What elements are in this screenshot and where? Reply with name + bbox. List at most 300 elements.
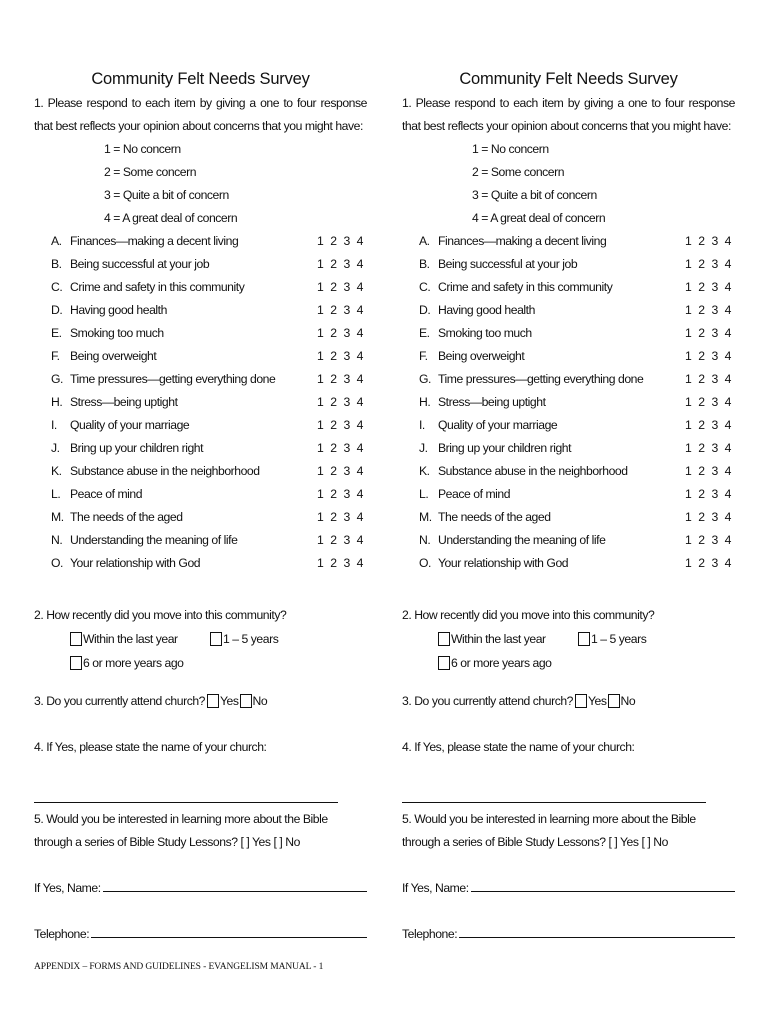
- concern-item-row: [34, 460, 367, 483]
- item-letter: D.: [51, 303, 63, 317]
- rating-number[interactable]: 1: [317, 234, 324, 248]
- checkbox-no[interactable]: [240, 694, 252, 708]
- rating-number[interactable]: 3: [711, 280, 718, 294]
- question-1-text: 1. Please respond to each item by giving a one to four response that best reflects your opinion about concerns that you might have:: [34, 96, 367, 133]
- concern-item-row: [402, 368, 735, 391]
- question-3-text: 3. Do you currently attend church?: [34, 694, 205, 708]
- rating-number[interactable]: 2: [698, 441, 705, 455]
- rating-number[interactable]: 3: [711, 464, 718, 478]
- rating-number[interactable]: 4: [356, 349, 363, 363]
- church-name-line[interactable]: [402, 802, 706, 803]
- concern-item-row: [34, 391, 367, 414]
- item-label: Peace of mind: [70, 487, 143, 501]
- rating-number[interactable]: 2: [698, 349, 705, 363]
- item-letter: J.: [419, 441, 428, 455]
- rating-number[interactable]: 1: [685, 441, 692, 455]
- rating-number[interactable]: 1: [317, 418, 324, 432]
- item-letter: L.: [419, 487, 429, 501]
- name-line[interactable]: [103, 878, 367, 892]
- item-letter: H.: [51, 395, 63, 409]
- survey-title: Community Felt Needs Survey: [459, 70, 678, 88]
- rating-options: [685, 391, 735, 414]
- rating-number[interactable]: 2: [698, 533, 705, 547]
- rating-number[interactable]: 3: [343, 349, 350, 363]
- rating-number[interactable]: 3: [343, 441, 350, 455]
- rating-number[interactable]: 4: [724, 234, 731, 248]
- rating-options: [317, 552, 367, 575]
- rating-options: [317, 460, 367, 483]
- checkbox-yes[interactable]: [207, 694, 219, 708]
- concern-item-row: [402, 253, 735, 276]
- rating-options: [685, 253, 735, 276]
- church-name-line[interactable]: [34, 802, 338, 803]
- rating-number[interactable]: 2: [330, 510, 337, 524]
- item-letter: L.: [51, 487, 61, 501]
- rating-number[interactable]: 1: [317, 556, 324, 570]
- item-letter: E.: [419, 326, 430, 340]
- rating-number[interactable]: 4: [356, 326, 363, 340]
- rating-number[interactable]: 3: [711, 303, 718, 317]
- option-within-last-year[interactable]: Within the last year: [70, 627, 178, 651]
- option-yes-label: Yes: [588, 694, 607, 708]
- option-1-5-years[interactable]: 1 – 5 years: [210, 627, 278, 651]
- rating-number[interactable]: 1: [685, 326, 692, 340]
- rating-number[interactable]: 3: [343, 326, 350, 340]
- item-label: Crime and safety in this community: [438, 280, 613, 294]
- item-label: Peace of mind: [438, 487, 511, 501]
- rating-number[interactable]: 2: [698, 464, 705, 478]
- rating-number[interactable]: 3: [711, 234, 718, 248]
- option-6-or-more-years[interactable]: 6 or more years ago: [438, 651, 552, 675]
- concern-item-row: [402, 322, 735, 345]
- item-letter: A.: [51, 234, 62, 248]
- option-within-last-year[interactable]: Within the last year: [438, 627, 546, 651]
- rating-options: [685, 230, 735, 253]
- rating-number[interactable]: 1: [685, 303, 692, 317]
- concern-item-row: [34, 437, 367, 460]
- item-letter: E.: [51, 326, 62, 340]
- rating-options: [685, 299, 735, 322]
- item-label: Finances—making a decent living: [438, 234, 607, 248]
- telephone-line[interactable]: [459, 924, 735, 938]
- name-field[interactable]: [34, 878, 367, 895]
- item-letter: O.: [51, 556, 63, 570]
- rating-number[interactable]: 2: [330, 349, 337, 363]
- checkbox[interactable]: [70, 632, 82, 646]
- item-label: Stress—being uptight: [438, 395, 546, 409]
- rating-number[interactable]: 4: [356, 395, 363, 409]
- telephone-field[interactable]: [34, 924, 367, 941]
- item-label: The needs of the aged: [70, 510, 183, 524]
- item-label: Time pressures—getting everything done: [438, 372, 644, 386]
- rating-number[interactable]: 1: [685, 234, 692, 248]
- concern-item-row: [34, 299, 367, 322]
- rating-options: [317, 345, 367, 368]
- item-label: Bring up your children right: [70, 441, 204, 455]
- rating-number[interactable]: 4: [724, 303, 731, 317]
- item-label: Substance abuse in the neighborhood: [438, 464, 628, 478]
- concern-item-row: [34, 506, 367, 529]
- item-letter: A.: [419, 234, 430, 248]
- rating-options: [317, 230, 367, 253]
- rating-number[interactable]: 2: [698, 418, 705, 432]
- question-2: [402, 604, 735, 675]
- question-2-text: 2. How recently did you move into this community?: [402, 608, 655, 622]
- concern-item-row: [402, 552, 735, 575]
- rating-number[interactable]: 4: [356, 533, 363, 547]
- question-4-text: 4. If Yes, please state the name of your church:: [402, 740, 635, 754]
- telephone-field[interactable]: [402, 924, 735, 941]
- rating-number[interactable]: 4: [356, 510, 363, 524]
- rating-number[interactable]: 3: [711, 349, 718, 363]
- concern-item-row: [34, 483, 367, 506]
- item-label: Quality of your marriage: [438, 418, 558, 432]
- rating-number[interactable]: 4: [724, 372, 731, 386]
- rating-number[interactable]: 4: [356, 257, 363, 271]
- rating-number[interactable]: 3: [711, 418, 718, 432]
- rating-scale-legend: [34, 138, 367, 230]
- rating-number[interactable]: 4: [356, 418, 363, 432]
- rating-number[interactable]: 3: [711, 533, 718, 547]
- telephone-label: Telephone:: [402, 927, 458, 941]
- rating-number[interactable]: 1: [685, 372, 692, 386]
- name-line[interactable]: [471, 878, 735, 892]
- rating-number[interactable]: 4: [724, 464, 731, 478]
- rating-number[interactable]: 2: [698, 510, 705, 524]
- rating-number[interactable]: 1: [317, 303, 324, 317]
- concern-item-row: [402, 414, 735, 437]
- rating-options: [317, 391, 367, 414]
- rating-number[interactable]: 4: [356, 464, 363, 478]
- rating-number[interactable]: 1: [685, 556, 692, 570]
- item-label: Being successful at your job: [438, 257, 578, 271]
- name-field[interactable]: [402, 878, 735, 895]
- rating-options: [317, 368, 367, 391]
- checkbox-yes[interactable]: [575, 694, 587, 708]
- option-no-label: No: [252, 694, 268, 708]
- rating-number[interactable]: 2: [330, 464, 337, 478]
- rating-number[interactable]: 4: [724, 510, 731, 524]
- item-label: Bring up your children right: [438, 441, 572, 455]
- item-letter: N.: [419, 533, 431, 547]
- rating-number[interactable]: 3: [711, 395, 718, 409]
- rating-number[interactable]: 3: [343, 257, 350, 271]
- question-1-text: 1. Please respond to each item by giving a one to four response that best reflects your opinion about concerns that you might have:: [402, 96, 735, 133]
- rating-number[interactable]: 3: [711, 326, 718, 340]
- question-2: [34, 604, 367, 675]
- rating-number[interactable]: 2: [330, 556, 337, 570]
- rating-number[interactable]: 1: [685, 418, 692, 432]
- concern-item-row: [34, 253, 367, 276]
- rating-number[interactable]: 2: [698, 326, 705, 340]
- concern-item-row: [402, 460, 735, 483]
- rating-number[interactable]: 2: [330, 533, 337, 547]
- item-label: Substance abuse in the neighborhood: [70, 464, 260, 478]
- rating-number[interactable]: 4: [356, 303, 363, 317]
- question-5-text: 5. Would you be interested in learning more about the Bible through a series of Bible Study Lessons? [ ] Yes [ ] No: [34, 812, 328, 849]
- rating-number[interactable]: 1: [317, 257, 324, 271]
- concern-item-row: [34, 230, 367, 253]
- rating-number[interactable]: 4: [724, 533, 731, 547]
- survey-title: Community Felt Needs Survey: [91, 70, 310, 88]
- rating-number[interactable]: 2: [330, 395, 337, 409]
- name-label: If Yes, Name:: [402, 881, 469, 895]
- rating-number[interactable]: 3: [711, 372, 718, 386]
- checkbox[interactable]: [210, 632, 222, 646]
- checkbox[interactable]: [438, 632, 450, 646]
- concern-item-row: [402, 345, 735, 368]
- rating-number[interactable]: 1: [317, 395, 324, 409]
- rating-options: [685, 368, 735, 391]
- rating-number[interactable]: 2: [330, 257, 337, 271]
- rating-options: [317, 299, 367, 322]
- question-5-text: 5. Would you be interested in learning more about the Bible through a series of Bible Study Lessons? [ ] Yes [ ] No: [402, 812, 696, 849]
- rating-number[interactable]: 1: [685, 510, 692, 524]
- rating-options: [317, 414, 367, 437]
- question-3: [34, 694, 267, 708]
- concern-items-list: [402, 230, 735, 575]
- rating-number[interactable]: 1: [685, 533, 692, 547]
- concern-item-row: [402, 437, 735, 460]
- item-label: Quality of your marriage: [70, 418, 190, 432]
- telephone-line[interactable]: [91, 924, 367, 938]
- page-footer: APPENDIX – FORMS AND GUIDELINES - EVANGELISM MANUAL - 1: [34, 962, 324, 972]
- concern-item-row: [34, 368, 367, 391]
- rating-number[interactable]: 4: [724, 349, 731, 363]
- item-label: Smoking too much: [438, 326, 532, 340]
- rating-number[interactable]: 3: [343, 418, 350, 432]
- checkbox[interactable]: [70, 656, 82, 670]
- rating-number[interactable]: 4: [356, 487, 363, 501]
- item-label: Understanding the meaning of life: [438, 533, 606, 547]
- rating-number[interactable]: 1: [317, 326, 324, 340]
- item-letter: C.: [419, 280, 431, 294]
- scale-entry: 1 = No concern: [472, 142, 549, 156]
- rating-number[interactable]: 4: [724, 280, 731, 294]
- rating-number[interactable]: 1: [317, 441, 324, 455]
- concern-item-row: [34, 322, 367, 345]
- rating-number[interactable]: 2: [330, 326, 337, 340]
- rating-number[interactable]: 3: [343, 280, 350, 294]
- rating-number[interactable]: 3: [343, 556, 350, 570]
- rating-options: [685, 276, 735, 299]
- item-letter: K.: [51, 464, 62, 478]
- rating-options: [317, 529, 367, 552]
- rating-number[interactable]: 3: [343, 487, 350, 501]
- rating-options: [685, 552, 735, 575]
- rating-number[interactable]: 1: [685, 349, 692, 363]
- concern-item-row: [34, 529, 367, 552]
- item-letter: H.: [419, 395, 431, 409]
- concern-item-row: [402, 506, 735, 529]
- concern-item-row: [402, 391, 735, 414]
- rating-number[interactable]: 3: [711, 556, 718, 570]
- scale-entry: 4 = A great deal of concern: [104, 211, 238, 225]
- rating-number[interactable]: 4: [724, 395, 731, 409]
- rating-number[interactable]: 1: [685, 487, 692, 501]
- telephone-label: Telephone:: [34, 927, 90, 941]
- rating-number[interactable]: 2: [698, 395, 705, 409]
- option-no-label: No: [620, 694, 636, 708]
- item-label: The needs of the aged: [438, 510, 551, 524]
- rating-number[interactable]: 4: [356, 441, 363, 455]
- item-letter: F.: [51, 349, 60, 363]
- rating-number[interactable]: 1: [317, 510, 324, 524]
- rating-number[interactable]: 1: [317, 280, 324, 294]
- scale-entry: 2 = Some concern: [104, 165, 197, 179]
- survey-copy-left: [34, 66, 367, 941]
- question-3-text: 3. Do you currently attend church?: [402, 694, 573, 708]
- item-label: Having good health: [70, 303, 167, 317]
- checkbox[interactable]: [578, 632, 590, 646]
- concern-item-row: [34, 276, 367, 299]
- option-1-5-years[interactable]: 1 – 5 years: [578, 627, 646, 651]
- rating-number[interactable]: 2: [330, 280, 337, 294]
- rating-number[interactable]: 3: [711, 441, 718, 455]
- rating-number[interactable]: 2: [330, 372, 337, 386]
- rating-number[interactable]: 3: [711, 257, 718, 271]
- item-label: Finances—making a decent living: [70, 234, 239, 248]
- rating-number[interactable]: 1: [317, 372, 324, 386]
- item-label: Smoking too much: [70, 326, 164, 340]
- rating-number[interactable]: 4: [356, 556, 363, 570]
- rating-number[interactable]: 4: [724, 441, 731, 455]
- item-label: Time pressures—getting everything done: [70, 372, 276, 386]
- concern-item-row: [402, 483, 735, 506]
- rating-number[interactable]: 2: [698, 372, 705, 386]
- item-letter: G.: [419, 372, 431, 386]
- option-6-or-more-years[interactable]: 6 or more years ago: [70, 651, 184, 675]
- rating-number[interactable]: 1: [685, 464, 692, 478]
- rating-number[interactable]: 2: [330, 234, 337, 248]
- rating-options: [317, 253, 367, 276]
- scale-entry: 4 = A great deal of concern: [472, 211, 606, 225]
- concern-item-row: [402, 276, 735, 299]
- concern-item-row: [34, 552, 367, 575]
- checkbox[interactable]: [438, 656, 450, 670]
- rating-options: [685, 483, 735, 506]
- rating-options: [685, 437, 735, 460]
- rating-number[interactable]: 4: [356, 280, 363, 294]
- rating-number[interactable]: 1: [685, 395, 692, 409]
- rating-number[interactable]: 4: [356, 372, 363, 386]
- rating-number[interactable]: 1: [317, 349, 324, 363]
- concern-item-row: [34, 414, 367, 437]
- question-4-text: 4. If Yes, please state the name of your church:: [34, 740, 267, 754]
- rating-scale-legend: [402, 138, 735, 230]
- item-label: Having good health: [438, 303, 535, 317]
- rating-number[interactable]: 4: [724, 556, 731, 570]
- rating-options: [685, 506, 735, 529]
- rating-number[interactable]: 3: [711, 510, 718, 524]
- rating-options: [317, 322, 367, 345]
- rating-options: [317, 483, 367, 506]
- rating-number[interactable]: 1: [685, 280, 692, 294]
- item-label: Understanding the meaning of life: [70, 533, 238, 547]
- item-letter: F.: [419, 349, 428, 363]
- rating-number[interactable]: 1: [317, 487, 324, 501]
- question-3: [402, 694, 635, 708]
- rating-number[interactable]: 2: [698, 556, 705, 570]
- scale-entry: 1 = No concern: [104, 142, 181, 156]
- item-label: Being overweight: [438, 349, 525, 363]
- item-letter: M.: [51, 510, 64, 524]
- scale-entry: 3 = Quite a bit of concern: [472, 188, 597, 202]
- item-letter: I.: [419, 418, 425, 432]
- rating-number[interactable]: 2: [698, 303, 705, 317]
- item-label: Your relationship with God: [438, 556, 569, 570]
- rating-options: [685, 322, 735, 345]
- rating-number[interactable]: 3: [711, 487, 718, 501]
- rating-number[interactable]: 4: [724, 487, 731, 501]
- item-letter: G.: [51, 372, 63, 386]
- rating-number[interactable]: 2: [330, 441, 337, 455]
- concern-item-row: [34, 345, 367, 368]
- rating-number[interactable]: 2: [698, 487, 705, 501]
- checkbox-no[interactable]: [608, 694, 620, 708]
- rating-number[interactable]: 3: [343, 395, 350, 409]
- item-letter: J.: [51, 441, 60, 455]
- rating-number[interactable]: 2: [698, 234, 705, 248]
- rating-options: [685, 529, 735, 552]
- rating-number[interactable]: 4: [724, 326, 731, 340]
- rating-options: [685, 460, 735, 483]
- item-letter: C.: [51, 280, 63, 294]
- name-label: If Yes, Name:: [34, 881, 101, 895]
- rating-number[interactable]: 4: [356, 234, 363, 248]
- concern-item-row: [402, 299, 735, 322]
- item-letter: I.: [51, 418, 57, 432]
- concern-items-list: [34, 230, 367, 575]
- item-label: Your relationship with God: [70, 556, 201, 570]
- rating-number[interactable]: 3: [343, 303, 350, 317]
- survey-copy-right: [402, 66, 735, 941]
- rating-number[interactable]: 1: [317, 533, 324, 547]
- rating-options: [685, 345, 735, 368]
- rating-number[interactable]: 3: [343, 234, 350, 248]
- item-label: Stress—being uptight: [70, 395, 178, 409]
- rating-number[interactable]: 3: [343, 510, 350, 524]
- concern-item-row: [402, 230, 735, 253]
- item-letter: K.: [419, 464, 430, 478]
- rating-number[interactable]: 2: [330, 303, 337, 317]
- item-letter: D.: [419, 303, 431, 317]
- item-label: Crime and safety in this community: [70, 280, 245, 294]
- item-letter: O.: [419, 556, 431, 570]
- rating-options: [685, 414, 735, 437]
- rating-number[interactable]: 3: [343, 464, 350, 478]
- item-letter: M.: [419, 510, 432, 524]
- rating-number[interactable]: 2: [330, 418, 337, 432]
- item-label: Being successful at your job: [70, 257, 210, 271]
- rating-options: [317, 506, 367, 529]
- rating-number[interactable]: 2: [698, 280, 705, 294]
- rating-number[interactable]: 1: [685, 257, 692, 271]
- concern-item-row: [402, 529, 735, 552]
- rating-number[interactable]: 2: [698, 257, 705, 271]
- question-2-text: 2. How recently did you move into this community?: [34, 608, 287, 622]
- scale-entry: 2 = Some concern: [472, 165, 565, 179]
- rating-number[interactable]: 3: [343, 372, 350, 386]
- item-label: Being overweight: [70, 349, 157, 363]
- rating-number[interactable]: 1: [317, 464, 324, 478]
- rating-number[interactable]: 4: [724, 418, 731, 432]
- rating-options: [317, 437, 367, 460]
- rating-options: [317, 276, 367, 299]
- rating-number[interactable]: 4: [724, 257, 731, 271]
- rating-number[interactable]: 2: [330, 487, 337, 501]
- rating-number[interactable]: 3: [343, 533, 350, 547]
